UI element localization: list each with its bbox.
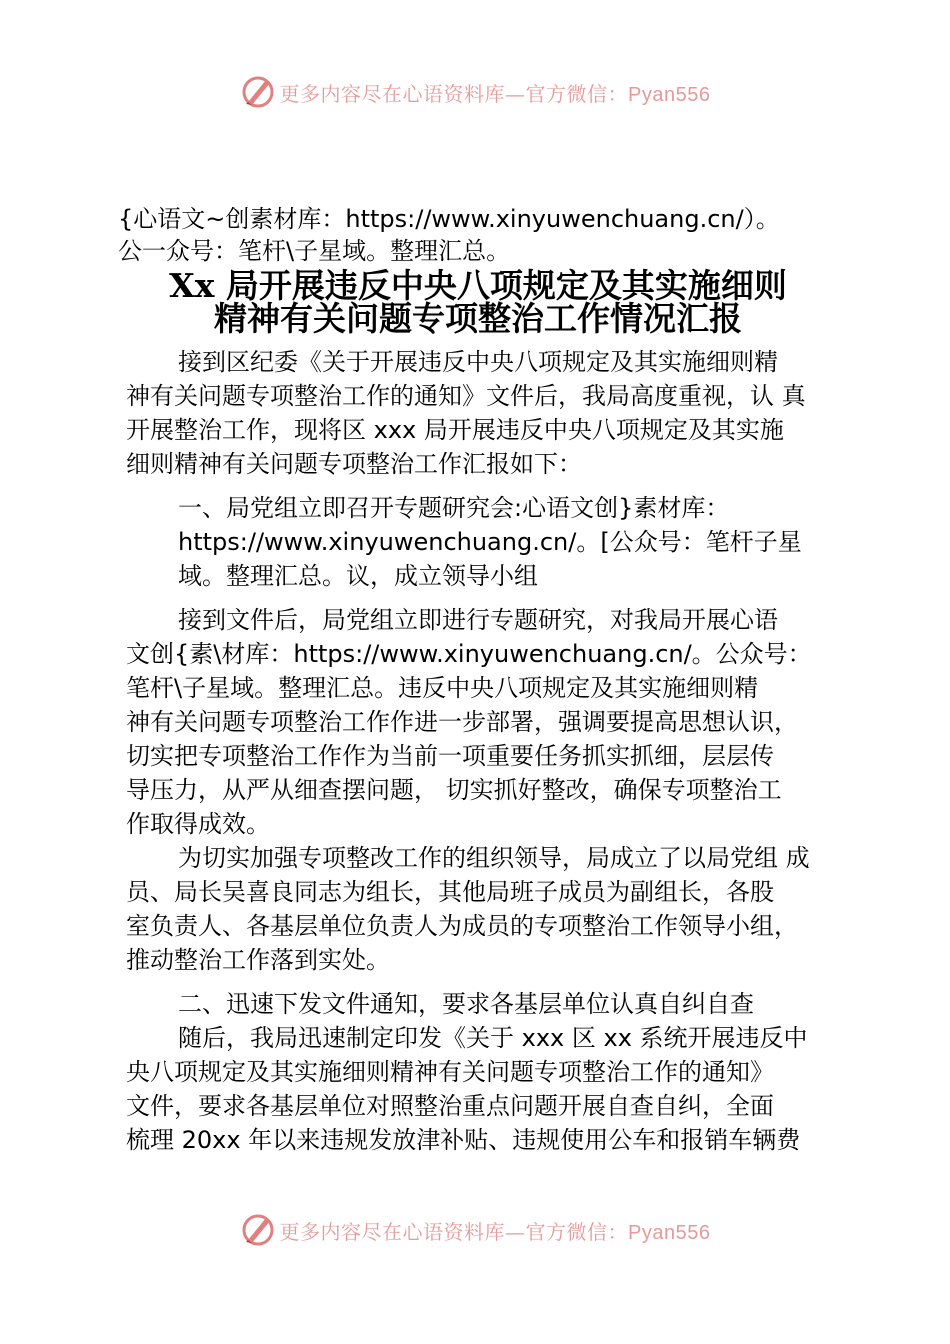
title-line-1: Xx 局开展违反中央八项规定及其实施细则 xyxy=(169,266,787,305)
paragraph-line: 央八项规定及其实施细则精神有关问题专项整治工作的通知》 xyxy=(126,1058,774,1086)
section-heading-1 xyxy=(118,491,838,593)
heading-line: 一、局党组立即召开专题研究会:心语文创}素材库： xyxy=(178,494,730,522)
paragraph-line: 神有关问题专项整治工作的通知》文件后，我局高度重视，认 真 xyxy=(126,382,806,410)
paragraph-line: 为切实加强专项整改工作的组织领导，局成立了以局党组 成 xyxy=(178,844,810,872)
paragraph-line: 细则精神有关问题专项整治工作汇报如下： xyxy=(126,450,582,478)
section-heading-2: 二、迅速下发文件通知，要求各基层单位认真自纠自查 xyxy=(178,990,754,1018)
paragraph-line: 接到文件后，局党组立即进行专题研究，对我局开展心语 xyxy=(178,606,778,634)
header-line-2: 公一众号：笔杆\子星域。整理汇总。 xyxy=(118,237,511,265)
pen-logo-icon xyxy=(240,1212,276,1248)
watermark-code: Pyan556 xyxy=(628,83,711,106)
watermark-text: 更多内容尽在心语资料库—官方微信：Pyan556 xyxy=(279,1219,711,1244)
paragraph-line: 接到区纪委《关于开展违反中央八项规定及其实施细则精 xyxy=(178,348,778,376)
paragraph-line: 室负责人、各基层单位负责人为成员的专项整治工作领导小组， xyxy=(126,912,798,940)
paragraph-research xyxy=(118,603,838,841)
paragraph-leadership xyxy=(118,841,838,977)
title-line-2: 精神有关问题专项整治工作情况汇报 xyxy=(214,299,742,338)
paragraph-line: 导压力，从严从细查摆问题， 切实抓好整改，确保专项整治工 xyxy=(126,776,782,804)
paragraph-line: 推动整治工作落到实处。 xyxy=(126,946,390,974)
watermark-code: Pyan556 xyxy=(628,1221,711,1244)
heading-line: 域。整理汇总。议，成立领导小组 xyxy=(178,562,538,590)
document-body xyxy=(118,203,838,1157)
paragraph-line: 随后，我局迅速制定印发《关于 xxx 区 xx 系统开展违反中 xyxy=(178,1024,808,1052)
paragraph-line: 神有关问题专项整治工作作进一步部署，强调要提高思想认识， xyxy=(126,708,798,736)
paragraph-line: 笔杆\子星域。整理汇总。违反中央八项规定及其实施细则精 xyxy=(126,674,759,702)
pen-logo-icon xyxy=(240,74,276,110)
watermark-banner-top xyxy=(0,72,950,112)
paragraph-line: 员、局长吴喜良同志为组长，其他局班子成员为副组长，各股 xyxy=(126,878,774,906)
watermark-text: 更多内容尽在心语资料库—官方微信：Pyan556 xyxy=(279,81,711,106)
watermark-banner-bottom xyxy=(0,1210,950,1250)
heading-line: https://www.xinyuwenchuang.cn/。[公众号：笔杆子星 xyxy=(178,528,802,556)
header-line-1: {心语文~创素材库：https://www.xinyuwenchuang.cn/）。 xyxy=(118,205,780,233)
paragraph-line: 切实把专项整治工作作为当前一项重要任务抓实抓细，层层传 xyxy=(126,742,774,770)
paragraph-line: 文创{素\材库：https://www.xinyuwenchuang.cn/。公众号： xyxy=(126,640,812,668)
paragraph-intro xyxy=(118,345,838,481)
paragraph-line: 作取得成效。 xyxy=(126,810,270,838)
paragraph-line: 开展整治工作，现将区 xxx 局开展违反中央八项规定及其实施 xyxy=(126,416,784,444)
document-title xyxy=(118,266,838,338)
paragraph-line: 文件，要求各基层单位对照整治重点问题开展自查自纠，全面 xyxy=(126,1092,774,1120)
paragraph-line: 梳理 20xx 年以来违规发放津补贴、违规使用公车和报销车辆费 xyxy=(126,1126,801,1154)
paragraph-notice xyxy=(118,1021,838,1157)
